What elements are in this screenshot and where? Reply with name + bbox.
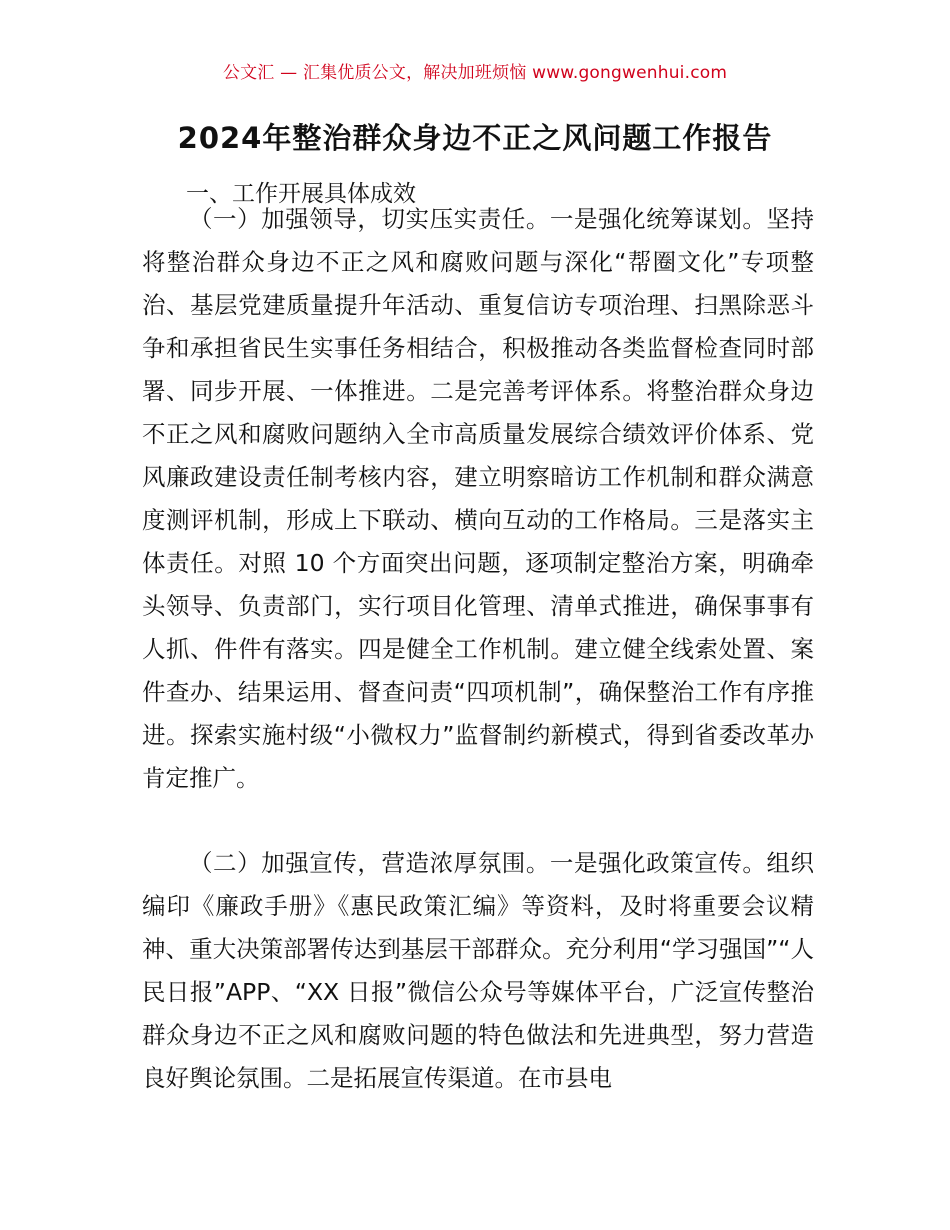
document-title: 2024年整治群众身边不正之风问题工作报告 [177,121,773,155]
body-paragraph-1: （一）加强领导，切实压实责任。一是强化统筹谋划。坚持将整治群众身边不正之风和腐败问题与深化“帮圈文化”专项整治、基层党建质量提升年活动、重复信访专项治理、扫黑除恶斗争和承担省民生实事任务相结合，积极推动各类监督检查同时部署、同步开展、一体推进。二是完善考评体系。将整治群众身边不正之风和腐败问题纳入全市高质量发展综合绩效评价体系、党风廉政建设责任制考核内容，建立明察暗访工作机制和群众满意度测评机制，形成上下联动、横向互动的工作格局。三是落实主体责任。对照 10 个方面突出问题，逐项制定整治方案，明确牵头领导、负责部门，实行项目化管理、清单式推进，确保事事有人抓、件件有落实。四是健全工作机制。建立健全线索处置、案件查办、结果运用、督查问责“四项机制”，确保整治工作有序推进。探索实施村级“小微权力”监督制约新模式，得到省委改革办肯定推广。 [142,205,814,792]
site-banner: 公文汇 — 汇集优质公文，解决加班烦恼 www.gongwenhui.com [222,63,728,83]
body-paragraph-2: （二）加强宣传，营造浓厚氛围。一是强化政策宣传。组织编印《廉政手册》《惠民政策汇编》等资料，及时将重要会议精神、重大决策部署传达到基层干部群众。充分利用“学习强国”“人民日报”APP、“XX 日报”微信公众号等媒体平台，广泛宣传整治群众身边不正之风和腐败问题的特色做法和先进典型，努力营造良好舆论氛围。二是拓展宣传渠道。在市县电 [142,849,814,1092]
section-heading: 一、工作开展具体成效 [186,181,416,207]
